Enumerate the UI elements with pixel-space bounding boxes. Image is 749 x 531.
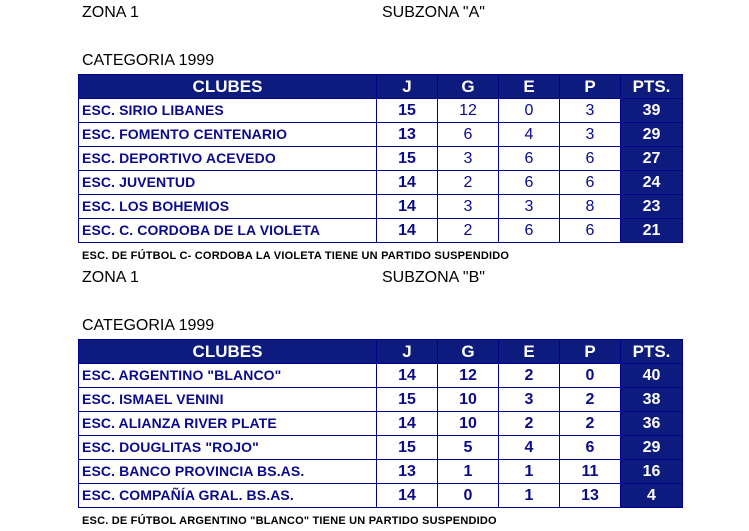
played-cell: 14: [377, 195, 438, 219]
table-row: [79, 147, 683, 171]
standings-table-a: [78, 74, 683, 243]
table-row: [79, 171, 683, 195]
played-cell: 15: [377, 436, 438, 460]
drawn-cell: 4: [499, 436, 560, 460]
header-e: E: [499, 75, 560, 99]
won-cell: 10: [438, 388, 499, 412]
table-row: [79, 219, 683, 243]
points-cell: 38: [621, 388, 683, 412]
table-row: [79, 364, 683, 388]
drawn-cell: 6: [499, 147, 560, 171]
club-name: ESC. DOUGLITAS "ROJO": [79, 436, 377, 460]
header-clubes: CLUBES: [79, 340, 377, 364]
lost-cell: 0: [560, 364, 621, 388]
header-e: E: [499, 340, 560, 364]
lost-cell: 3: [560, 99, 621, 123]
categoria-b-label: CATEGORIA 1999: [82, 317, 215, 334]
won-cell: 3: [438, 195, 499, 219]
header-g: G: [438, 340, 499, 364]
drawn-cell: 3: [499, 195, 560, 219]
header-p: P: [560, 75, 621, 99]
table-header-row: [79, 75, 683, 99]
lost-cell: 8: [560, 195, 621, 219]
zona-a-label: ZONA 1: [82, 4, 139, 21]
points-cell: 29: [621, 436, 683, 460]
table-row: [79, 123, 683, 147]
lost-cell: 13: [560, 484, 621, 508]
table-row: [79, 412, 683, 436]
club-name: ESC. COMPAÑÍA GRAL. BS.AS.: [79, 484, 377, 508]
won-cell: 12: [438, 364, 499, 388]
won-cell: 3: [438, 147, 499, 171]
points-cell: 21: [621, 219, 683, 243]
table-header-row: [79, 340, 683, 364]
lost-cell: 6: [560, 171, 621, 195]
header-p: P: [560, 340, 621, 364]
drawn-cell: 1: [499, 484, 560, 508]
played-cell: 15: [377, 388, 438, 412]
won-cell: 6: [438, 123, 499, 147]
subzona-a-label: SUBZONA "A": [382, 4, 485, 21]
club-name: ESC. ISMAEL VENINI: [79, 388, 377, 412]
drawn-cell: 6: [499, 219, 560, 243]
lost-cell: 6: [560, 219, 621, 243]
lost-cell: 2: [560, 388, 621, 412]
club-name: ESC. JUVENTUD: [79, 171, 377, 195]
club-name: ESC. C. CORDOBA DE LA VIOLETA: [79, 219, 377, 243]
club-name: ESC. BANCO PROVINCIA BS.AS.: [79, 460, 377, 484]
played-cell: 13: [377, 460, 438, 484]
club-name: ESC. FOMENTO CENTENARIO: [79, 123, 377, 147]
played-cell: 14: [377, 484, 438, 508]
played-cell: 14: [377, 412, 438, 436]
lost-cell: 6: [560, 436, 621, 460]
header-j: J: [377, 340, 438, 364]
won-cell: 1: [438, 460, 499, 484]
played-cell: 13: [377, 123, 438, 147]
points-cell: 39: [621, 99, 683, 123]
points-cell: 4: [621, 484, 683, 508]
table-row: [79, 460, 683, 484]
header-pts: PTS.: [621, 340, 683, 364]
drawn-cell: 2: [499, 364, 560, 388]
club-name: ESC. DEPORTIVO ACEVEDO: [79, 147, 377, 171]
header-clubes: CLUBES: [79, 75, 377, 99]
points-cell: 23: [621, 195, 683, 219]
club-name: ESC. SIRIO LIBANES: [79, 99, 377, 123]
won-cell: 12: [438, 99, 499, 123]
club-name: ESC. ALIANZA RIVER PLATE: [79, 412, 377, 436]
won-cell: 2: [438, 171, 499, 195]
categoria-a-label: CATEGORIA 1999: [82, 52, 215, 69]
drawn-cell: 3: [499, 388, 560, 412]
standings-table-b: [78, 339, 683, 508]
points-cell: 16: [621, 460, 683, 484]
drawn-cell: 1: [499, 460, 560, 484]
points-cell: 29: [621, 123, 683, 147]
lost-cell: 6: [560, 147, 621, 171]
lost-cell: 11: [560, 460, 621, 484]
club-name: ESC. ARGENTINO "BLANCO": [79, 364, 377, 388]
note-b: ESC. DE FÚTBOL ARGENTINO "BLANCO" TIENE UN PARTIDO SUSPENDIDO: [82, 515, 497, 527]
played-cell: 14: [377, 219, 438, 243]
points-cell: 27: [621, 147, 683, 171]
zona-b-label: ZONA 1: [82, 269, 139, 286]
table-row: [79, 195, 683, 219]
lost-cell: 2: [560, 412, 621, 436]
note-a: ESC. DE FÚTBOL C- CORDOBA LA VIOLETA TIENE UN PARTIDO SUSPENDIDO: [82, 250, 510, 262]
won-cell: 0: [438, 484, 499, 508]
played-cell: 15: [377, 147, 438, 171]
subzona-b-label: SUBZONA "B": [382, 269, 485, 286]
won-cell: 10: [438, 412, 499, 436]
won-cell: 5: [438, 436, 499, 460]
won-cell: 2: [438, 219, 499, 243]
table-row: [79, 484, 683, 508]
played-cell: 14: [377, 171, 438, 195]
drawn-cell: 2: [499, 412, 560, 436]
points-cell: 36: [621, 412, 683, 436]
points-cell: 24: [621, 171, 683, 195]
club-name: ESC. LOS BOHEMIOS: [79, 195, 377, 219]
points-cell: 40: [621, 364, 683, 388]
table-row: [79, 388, 683, 412]
table-row: [79, 436, 683, 460]
drawn-cell: 4: [499, 123, 560, 147]
played-cell: 15: [377, 99, 438, 123]
drawn-cell: 6: [499, 171, 560, 195]
header-g: G: [438, 75, 499, 99]
played-cell: 14: [377, 364, 438, 388]
header-j: J: [377, 75, 438, 99]
lost-cell: 3: [560, 123, 621, 147]
drawn-cell: 0: [499, 99, 560, 123]
header-pts: PTS.: [621, 75, 683, 99]
table-row: [79, 99, 683, 123]
